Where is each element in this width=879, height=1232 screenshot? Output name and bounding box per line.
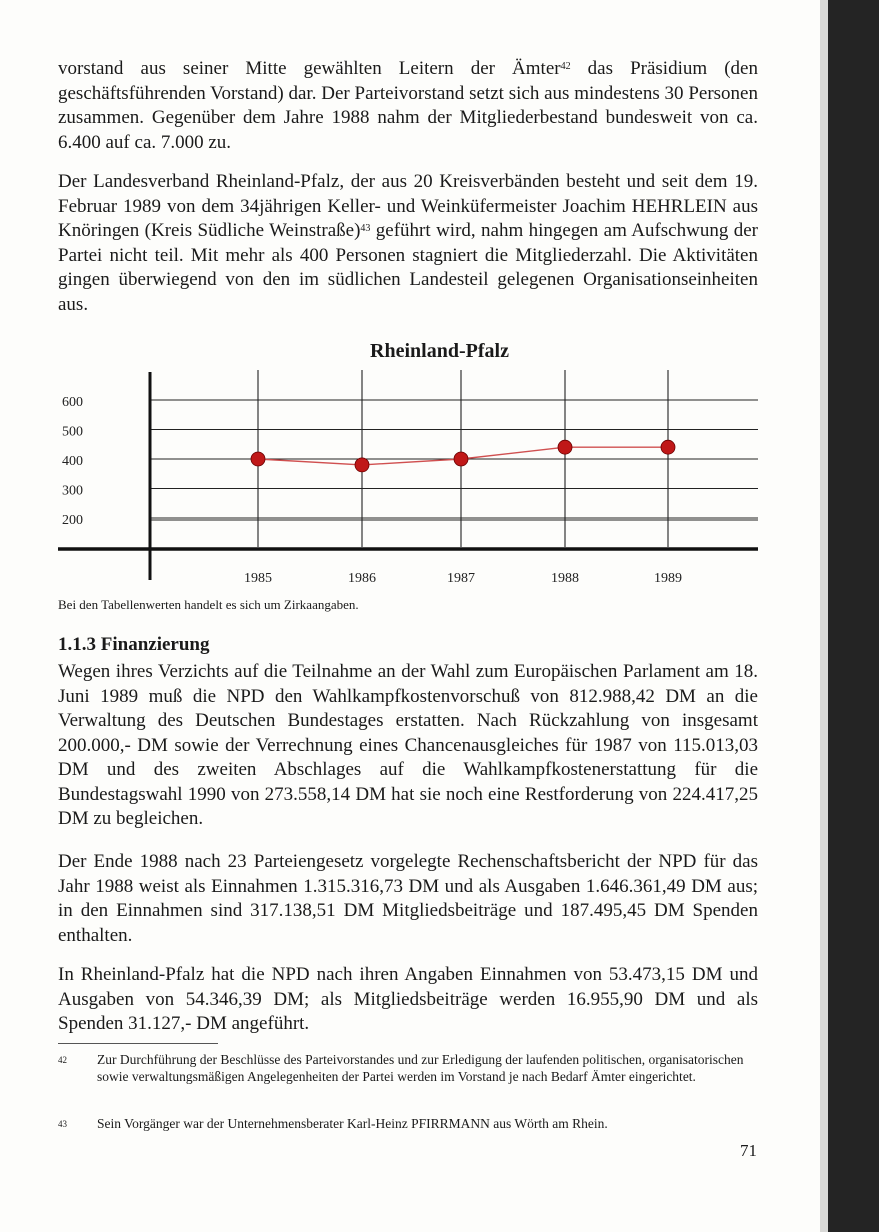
y-tick-label: 500	[62, 424, 83, 440]
page-edge	[828, 0, 879, 1232]
data-point-1986	[355, 458, 369, 472]
footnote-42	[58, 1051, 758, 1085]
chart-note: Bei den Tabellenwerten handelt es sich um Zirkaangaben.	[58, 597, 359, 612]
footnote-ref-43[interactable]: 43	[360, 223, 371, 234]
footnote-ref-42[interactable]: 42	[560, 61, 571, 72]
membership-chart	[0, 360, 879, 595]
data-point-1987	[454, 452, 468, 466]
footnote-text: Sein Vorgänger war der Unternehmensberater Karl-Heinz PFIRRMANN aus Wörth am Rhein.	[97, 1116, 608, 1131]
page-number: 71	[740, 1141, 757, 1160]
x-tick-label: 1987	[447, 571, 475, 586]
data-point-1988	[558, 440, 572, 454]
paragraph-2-text-a: Der Landesverband Rheinland-Pfalz, der aus 20 Kreisverbänden besteht und seit dem 19. Februar 1989 von dem 34jährigen Keller- und Weinküfermeister Joachim HEHRLEIN aus Knöringen (Kreis Südliche Weinstraße)	[58, 171, 758, 241]
paragraph-1	[58, 57, 758, 155]
x-tick-label: 1986	[348, 571, 376, 586]
y-tick-label: 400	[62, 454, 83, 469]
y-tick-label: 300	[62, 483, 83, 499]
y-tick-label: 600	[62, 395, 83, 410]
paragraph-2-text-b: geführt wird, nahm hingegen am Aufschwung der Partei nicht teil. Mit mehr als 400 Personen stagniert die Mitgliederzahl. Die Aktivitäten gingen überwiegend von den im südlichen Landesteil gelegenen Organisationseinheiten aus.	[58, 220, 758, 315]
x-tick-label: 1985	[244, 571, 272, 586]
paragraph-3: Wegen ihres Verzichts auf die Teilnahme an der Wahl zum Europäischen Parlament am 18. Juni 1989 muß die NPD den Wahlkampfkostenvorschuß von 812.988,42 DM an die Verwaltung des Deutschen Bundestages erstatten. Nach Rückzahlung von insgesamt 200.000,- DM sowie der Verrechnung eines Chancenausgleiches für 1987 von 115.013,03 DM und des zweiten Abschlages auf die Wahlkampfkostenerstattung für die Bundestagswahl 1990 von 273.558,14 DM hat sie noch eine Restforderung von 224.417,25 DM zu begleichen.	[58, 661, 758, 829]
paragraph-5: In Rheinland-Pfalz hat die NPD nach ihren Angaben Einnahmen von 53.473,15 DM und Ausgaben von 54.346,39 DM; als Mitgliedsbeiträge werden 16.955,90 DM und als Spenden 31.127,- DM angeführt.	[58, 964, 758, 1034]
section-heading: 1.1.3 Finanzierung	[58, 634, 210, 655]
footnote-text: Zur Durchführung der Beschlüsse des Parteivorstandes und zur Erledigung der laufenden politischen, organisatorischen sowie verwaltungsmäßigen Angelegenheiten der Partei werden im Vorstand je nach Bedarf Ämter eingerichtet.	[97, 1052, 744, 1084]
paragraph-1-text-b: das Präsidium (den geschäftsführenden Vorstand) dar. Der Parteivorstand setzt sich aus mindestens 30 Personen zusammen. Gegenüber dem Jahre 1988 nahm der Mitgliederbestand bundesweit von ca. 6.400 auf ca. 7.000 zu.	[58, 58, 758, 153]
paragraph-1-text-a: vorstand aus seiner Mitte gewählten Leitern der Ämter	[58, 58, 561, 79]
footnote-number: 43	[58, 1119, 67, 1129]
y-tick-label: 200	[62, 513, 83, 528]
footnote-divider	[58, 1043, 218, 1044]
x-tick-label: 1988	[551, 571, 579, 586]
chart-title: Rheinland-Pfalz	[370, 340, 509, 362]
x-tick-label: 1989	[654, 571, 682, 586]
footnote-43	[58, 1115, 758, 1133]
paragraph-2	[58, 170, 758, 317]
data-point-1985	[251, 452, 265, 466]
chart-axes	[58, 372, 758, 586]
paragraph-4: Der Ende 1988 nach 23 Parteiengesetz vorgelegte Rechenschaftsbericht der NPD für das Jahr 1988 weist als Einnahmen 1.315.316,73 DM und als Ausgaben 1.646.361,49 DM aus; in den Einnahmen sind 317.138,51 DM Mitgliedsbeiträge und 187.495,45 DM Spenden enthalten.	[58, 851, 758, 946]
data-point-1989	[661, 440, 675, 454]
footnote-number: 42	[58, 1055, 67, 1065]
chart-series	[251, 440, 675, 472]
